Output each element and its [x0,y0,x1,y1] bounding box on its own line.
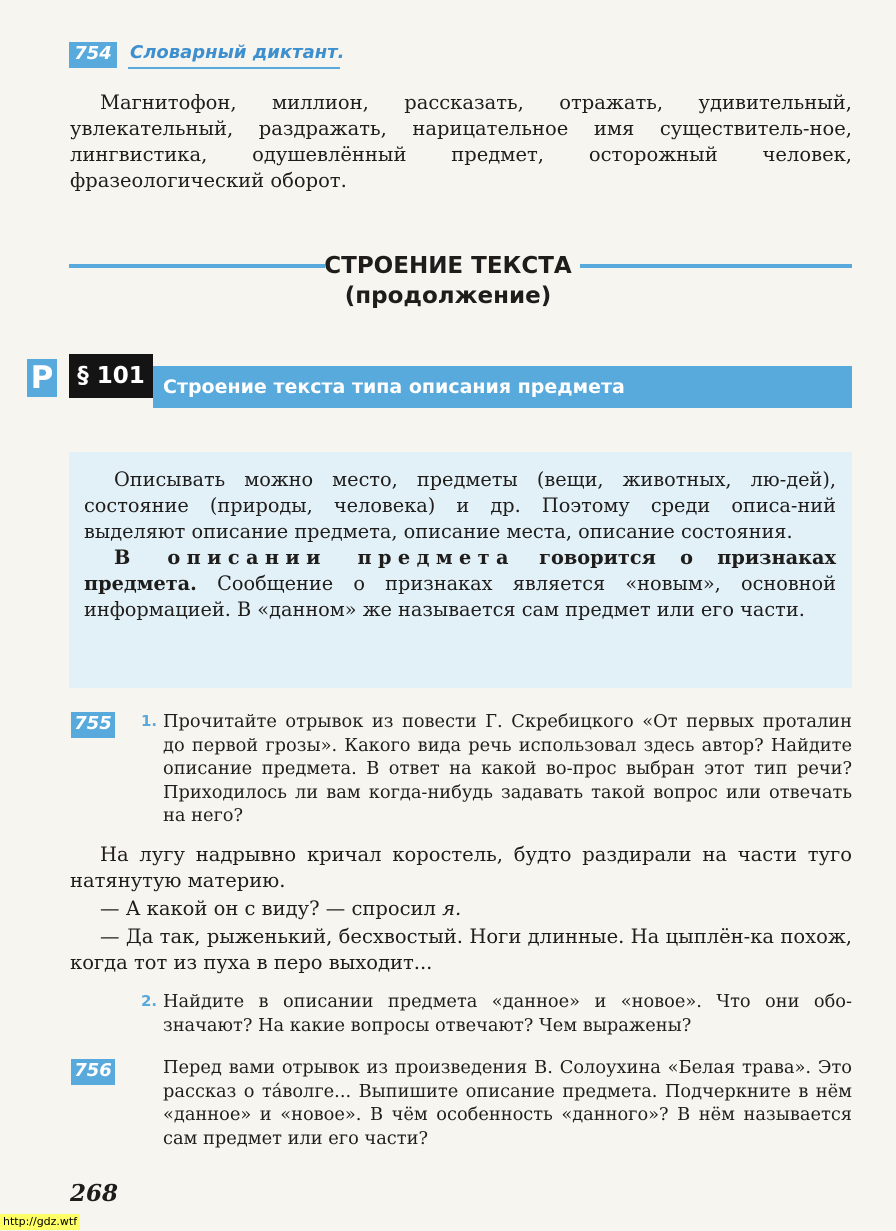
chapter-title: СТРОЕНИЕ ТЕКСТА [324,253,572,279]
section-title: Строение текста типа описания предмета [153,366,852,408]
task-text: Найдите в описании предмета «данное» и «новое». Что они обо-значают? На какие вопросы отвечают? Чем выражены? [163,991,852,1036]
exercise-number-badge: 756 [71,1059,115,1085]
dictation-text [70,90,852,194]
title-underline [128,67,340,69]
task-text: Прочитайте отрывок из повести Г. Скребицкого «От первых проталин до первой грозы». Какого вида речь использовал здесь автор? Найдите описание предмета. В ответ на какой во-прос выбран этот тип речи? Приходилось ли вам когда-нибудь задавать такой вопрос или отвечать на него? [163,711,852,826]
task-number: 1. [141,712,158,730]
heading-rule-left [69,264,325,268]
exercise-title: Словарный диктант. [130,42,345,63]
exercise-number-badge: 754 [69,42,117,68]
exercise-number-badge: 755 [71,712,115,738]
heading-rule-right [580,264,852,268]
section-marker: Р [27,359,57,397]
section-number: § 101 [69,354,153,398]
page-number: 268 [70,1180,119,1207]
excerpt-line-2 [70,896,852,922]
theory-key-term: В описании предмета [114,546,515,569]
theory-paragraph-2 [84,545,836,623]
task-text: Перед вами отрывок из произведения В. Солоухина «Белая трава». Это рассказ о та́волге... Выпишите описание предмета. Подчеркните в нём «данное» и «новое». В чём особенность «данного»? В нём называется сам предмет или его части? [163,1057,852,1149]
excerpt-line-3: — Да так, рыженький, бесхвостый. Ноги длинные. На цыплён-ка похож, когда тот из пуха в перо выходит... [70,925,852,974]
theory-explanation: Сообщение о признаках является «новым», основной информацией. В «данном» же называется сам предмет или его части. [84,572,836,621]
dialogue-question: — А какой он с виду? — спросил [100,897,443,920]
watermark-link[interactable]: http://gdz.wtf [0,1214,80,1230]
chapter-subtitle: (продолжение) [344,283,552,309]
task-number: 2. [141,992,158,1010]
dictation-paragraph: Магнитофон, миллион, рассказать, отражать, удивительный, увлекательный, раздражать, нарицательное имя существитель-ное, лингвистика, одушевлённый предмет, осторожный человек, фразеологический оборот. [70,91,852,192]
theory-text [84,467,836,623]
theory-paragraph-1: Описывать можно место, предметы (вещи, животных, лю-дей), состояние (природы, человека) и др. Поэтому среди описа-ний выделяют описание предмета, описание места, описание состояния. [84,468,836,543]
excerpt-text [70,842,852,976]
excerpt-line-1: На лугу надрывно кричал коростель, будто раздирали на части туго натянутую материю. [70,843,852,892]
theory-key-statement: говорится о признаках предмета. [84,546,836,595]
dialogue-speaker: я. [442,897,462,920]
